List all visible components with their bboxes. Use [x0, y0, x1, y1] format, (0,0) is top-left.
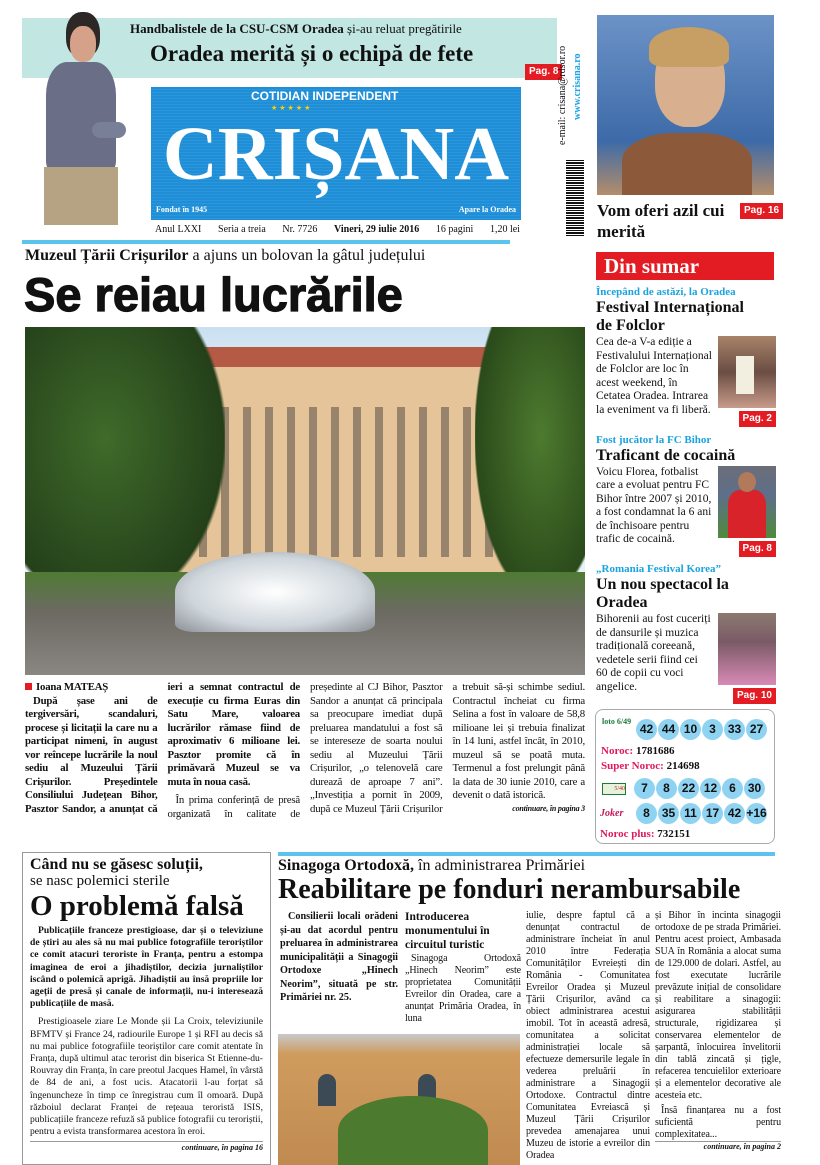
issue-year: Anul LXXI — [155, 224, 202, 235]
masthead-title: CRIȘANA — [162, 112, 510, 196]
banner-kicker — [130, 21, 462, 37]
lottery-ball: 17 — [702, 803, 723, 824]
noroc-plus-value: 732151 — [657, 828, 691, 840]
noroc-plus-row — [600, 828, 690, 841]
merkel-photo — [597, 15, 774, 195]
super-noroc-label: Super Noroc: — [601, 760, 664, 772]
noroc-label: Noroc: — [601, 745, 634, 757]
synagogue-kicker-bold: Sinagoga Ortodoxă, — [278, 857, 415, 874]
page-badge[interactable]: Pag. 16 — [740, 203, 783, 219]
joker-logo: Joker — [600, 808, 624, 819]
synagogue-col4-end: Însă finanțarea nu a fost suficientă pentru complexitatea... — [655, 1105, 781, 1140]
summary-item[interactable] — [596, 434, 776, 557]
opinion-headline[interactable]: O problemă falsă — [30, 890, 244, 922]
handball-coach-photo — [42, 12, 126, 225]
summary-headline: Traficant de cocaină — [596, 446, 736, 464]
summary-text: Bihorenii au fost cuceriți de dansurile și muzica tradițională coreeană, vedetele serii fiind cei 60 de copii cu voci angelice. — [596, 613, 711, 693]
appears-text: Apare la Oradea — [458, 205, 516, 214]
lottery-ball: 22 — [678, 778, 699, 799]
opinion-lead: Publicațiile franceze prestigioase, dar și o televiziune de știri au ales să nu mai publice fotografiile teroriștilor ce comit atacuri teroriste în Franța, pentru a estompa imaginea de eroi a jihadiștilor, decizia jurnaliștilor iscând o polemică aprigă. Jihadiștii au însă propriile lor ageții de presă și canale de informații, nu-i interesează publicațiile de masă. — [30, 925, 263, 1010]
lottery-ball: 8 — [636, 803, 657, 824]
synagogue-kicker-rest: în administrarea Primăriei — [414, 857, 586, 874]
banner-kicker-rest: și-au reluat pregătirile — [343, 21, 462, 36]
banner-kicker-bold: Handbalistele de la CSU-CSM Oradea — [130, 21, 344, 36]
page-badge[interactable]: Pag. 10 — [733, 688, 776, 704]
lottery-ball: 12 — [700, 778, 721, 799]
summary-headline: Un nou spectacol la Oradea — [596, 576, 729, 611]
lottery-ball: 11 — [680, 803, 701, 824]
loto-649-logo: loto 6/49 — [602, 717, 632, 726]
summary-kicker: Fost jucător la FC Bihor — [596, 433, 712, 446]
divider — [278, 852, 775, 856]
super-noroc-value: 214698 — [666, 760, 700, 772]
lottery-ball: 33 — [724, 719, 745, 740]
issue-info — [155, 224, 520, 236]
noroc-row — [601, 745, 674, 758]
bullet-icon — [25, 683, 32, 690]
synagogue-lead: Consilierii locali orădeni și-au dat acordul pentru preluarea în administrarea municipalității a Sinagogii Ortodoxe „Hinech Neorim”, situată pe str. Primăriei nr. 25. — [280, 911, 398, 1003]
opinion-article — [22, 852, 271, 1165]
loto-540-logo: 5/40 — [602, 783, 626, 795]
lottery-ball: 30 — [744, 778, 765, 799]
eu-stars-icon: ★★★★★ — [271, 104, 313, 112]
summary-list — [596, 286, 776, 704]
synagogue-col4 — [655, 910, 781, 1152]
summary-kicker: Începând de astăzi, la Oradea — [596, 286, 736, 298]
summary-text: Cea de-a V-a ediție a Festivalului Internațional de Folclor are loc în acest weekend, în Cetatea Oradea. Intrarea la eveniment va fi liberă. — [596, 336, 712, 416]
synagogue-col4-text: și Bihor în incinta sinagogii ortodoxe de pe strada Primăriei. Pentru acest proiect, Ambasada SUA în România a alocat suma de 129.000 de dolari. Astfel, au fost executate lucrările prevăzute inițial de consolidare și reabilitare a sinagogii: asigurarea stabilității structurale, rigidizarea și conservarea elementelor de șarpantă, înlocuirea învelitorii din tablă zincată și țigle, refacerea tencuielilor exterioare și a elementelor decorative ale acesteia etc. — [655, 910, 781, 1101]
synagogue-subhead: Introducerea monumentului în circuitul turistic — [405, 911, 490, 951]
page-badge[interactable]: Pag. 8 — [739, 541, 776, 557]
page-badge[interactable]: Pag. 8 — [525, 64, 562, 80]
main-headline[interactable]: Se reiau lucrările — [24, 268, 403, 321]
noroc-value: 1781686 — [635, 745, 675, 757]
lottery-ball: 8 — [656, 778, 677, 799]
joker-numbers — [636, 803, 768, 824]
summary-item[interactable] — [596, 286, 776, 427]
barcode — [566, 160, 584, 236]
contact-email[interactable]: e-mail: crisana@rdsor.ro — [557, 45, 568, 145]
main-body: În prima conferință de presă organizată în calitate de președinte al CJ Bihor, Pasztor Sandor a anunțat că principala sa preocupare imediat după preluarea mandatului a fost să se intereseze de soarta noului sediu al Muzeului Țării Crișurilor, „o telenovelă care durează de aproape 7 ani”. „Investiția a pornit în 2009, după ce Muzeul Țării Crișurilor a trebuit să-și schimbe sediul. Contractul încheiat cu firma Selina a fost în valoare de 58,8 milioane lei și trebuia finalizat în 14 luni, astfel încât, în 2010, muzeul să se poată muta. Termenul a fost prelungit până la data de 30 iunie 2010, care a devenit o dată istorică. — [167, 681, 585, 820]
main-kicker — [25, 246, 425, 265]
loto-540-numbers — [634, 778, 766, 799]
main-kicker-rest: a ajuns un bolovan la gâtul județului — [188, 247, 426, 264]
lottery-ball: 44 — [658, 719, 679, 740]
author-name: Ioana MATEAȘ — [36, 681, 109, 693]
noroc-plus-label: Noroc plus: — [600, 828, 655, 840]
issue-number: Nr. 7726 — [282, 224, 318, 235]
lottery-ball: +16 — [746, 803, 767, 824]
lottery-ball: 7 — [634, 778, 655, 799]
korea-festival-photo — [718, 613, 776, 685]
summary-item[interactable] — [596, 563, 776, 704]
summary-headline: Festival Internațional de Folclor — [596, 299, 744, 334]
main-article — [25, 681, 585, 821]
continued-link[interactable]: continuare, în pagina 16 — [30, 1141, 263, 1153]
lottery-ball: 27 — [746, 719, 767, 740]
banner-headline[interactable]: Oradea merită și o echipă de fete — [150, 41, 474, 66]
main-lead: După șase ani de tergiversări, scandaluri, procese și licitații la care nu a participat nimeni, în august vor reîncepe lucrările la noul sediu al Muzeului Țării Crișurilor. Președintele Consiliului Județean Bihor, Pasztor Sandor, a anunțat că ieri a semnat contractul de execuție cu firma Euras din Satu Mare, valoarea lucrărilor rămase fiind de aproximativ 6 milioane lei. Pasztor promite că în primăvară Muzeul se va muta în noua casă. — [25, 681, 300, 815]
opinion-body: Prestigioasele ziare Le Monde șii La Croix, televiziunile BFMTV și France 24, radiourile Europe 1 și RFI au decis să nu mai publice fotografiile teoriștilor care comit atentate în Franța, după ultimul atac terorist din biserica St Etienne-du-Rouvray din Franța, în care preotul Jacques Hamel, în vârstă de 84 de ani, a fost ucis. Atacatorii l-au forțat să îngenuncheze în timp ce înregistrau cum îl omoară. După războiul declarat Franței de rețeaua teroristă ISIS, publicațiile franceze refuză să publice fotografii cu teroriștii, pentru a evista transformarea acestora în eroi. — [30, 1016, 263, 1138]
lottery-ball: 6 — [722, 778, 743, 799]
summary-header: Din sumar — [596, 252, 774, 280]
summary-kicker: „Romania Festival Korea” — [596, 563, 722, 575]
museum-photo — [25, 327, 585, 675]
lottery-ball: 42 — [636, 719, 657, 740]
loto-649-numbers — [636, 719, 768, 740]
contact-website[interactable]: www.crisana.ro — [572, 53, 583, 120]
founded-text: Fondat în 1945 — [156, 205, 208, 214]
issue-pages: 16 pagini — [435, 224, 474, 235]
summary-text: Voicu Florea, fotbalist care a evoluat pentru FC Bihor între 2007 și 2010, a fost condamnat la 6 ani de închisoare pentru trafic de cocaină. — [596, 465, 712, 545]
folklore-photo — [718, 336, 776, 408]
lottery-ball: 3 — [702, 719, 723, 740]
main-kicker-bold: Muzeul Țării Crișurilor — [25, 247, 189, 264]
opinion-kicker: Când nu se găsesc soluții, — [30, 856, 203, 873]
issue-date: Vineri, 29 iulie 2016 — [334, 224, 420, 235]
author — [25, 681, 158, 695]
page-badge[interactable]: Pag. 2 — [739, 411, 776, 427]
synagogue-col2: Sinagoga Ortodoxă „Hinech Neorim” este proprietatea Comunității Evreilor din Oradea, care a anunțat Primăria Oradea, în luna — [405, 953, 521, 1024]
issue-price: 1,20 lei — [489, 224, 520, 235]
lottery-ball: 35 — [658, 803, 679, 824]
footballer-photo — [718, 466, 776, 538]
lottery-ball: 10 — [680, 719, 701, 740]
super-noroc-row — [601, 760, 700, 773]
continued-link[interactable]: continuare, în pagina 2 — [655, 1141, 781, 1152]
divider — [22, 240, 510, 244]
lottery-ball: 42 — [724, 803, 745, 824]
synagogue-photo — [278, 1034, 520, 1165]
merkel-headline[interactable]: Vom oferi azil cui merită — [597, 201, 725, 241]
issue-series: Seria a treia — [218, 224, 266, 235]
opinion-kicker-2: se nasc polemici sterile — [30, 873, 170, 889]
synagogue-headline[interactable]: Reabilitare pe fonduri nerambursabile — [278, 874, 741, 905]
synagogue-col3: iulie, despre faptul că a denunțat contractul de administrare încheiat în anul 2010 între Federația Comunităților Evreiești din România - Comunitatea Evreilor Oradea și Muzeul Țării Crișurilor, având ca obiect administrarea acestui imobil. Tot în această adresă, comunitatea a solicitat administrației locale să efectueze demersurile legale în vederea preluării în administrare a Sinagogii Ortodoxe. Contractul dintre Comunitatea Evreiască și Muzeul Țării Crișurilor prevedea amenajarea unui Muzeu de istorie a evreilor din Oradea — [526, 910, 650, 1161]
masthead-tagline: COTIDIAN INDEPENDENT — [251, 89, 399, 103]
synagogue-col2-wrap — [405, 910, 521, 1025]
synagogue-kicker — [278, 857, 585, 875]
continued-link[interactable]: continuare, în pagina 3 — [512, 803, 585, 813]
masthead[interactable] — [151, 87, 521, 220]
